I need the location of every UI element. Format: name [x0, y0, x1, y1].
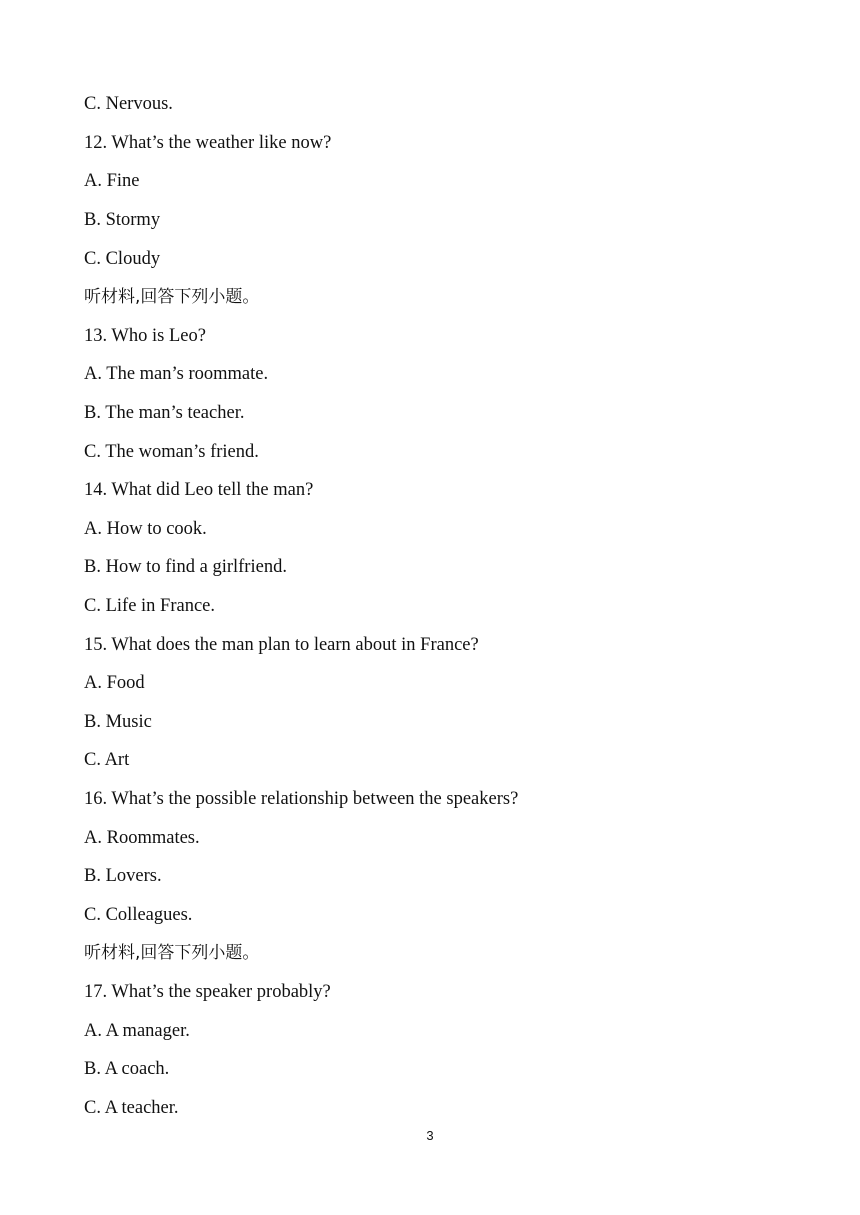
option-17a: A. A manager. [84, 1021, 190, 1041]
question-15: 15. What does the man plan to learn about in France? [84, 635, 479, 655]
question-12: 12. What’s the weather like now? [84, 133, 332, 153]
option-12a: A. Fine [84, 171, 140, 191]
option-11c: C. Nervous. [84, 94, 173, 114]
option-12b: B. Stormy [84, 210, 161, 230]
option-15c: C. Art [84, 750, 130, 770]
option-15a: A. Food [84, 673, 145, 693]
section-instruction: 听材料,回答下列小题。 [84, 287, 260, 307]
option-17b: B. A coach. [84, 1059, 170, 1079]
option-14a: A. How to cook. [84, 519, 207, 539]
question-16: 16. What’s the possible relationship between the speakers? [84, 789, 519, 809]
option-17c: C. A teacher. [84, 1098, 179, 1118]
page-number: 3 [426, 1128, 434, 1143]
option-13b: B. The man’s teacher. [84, 403, 245, 423]
option-14b: B. How to find a girlfriend. [84, 557, 287, 577]
option-16a: A. Roommates. [84, 828, 200, 848]
section-instruction: 听材料,回答下列小题。 [84, 943, 260, 963]
option-15b: B. Music [84, 712, 152, 732]
option-16c: C. Colleagues. [84, 905, 193, 925]
question-17: 17. What’s the speaker probably? [84, 982, 331, 1002]
option-12c: C. Cloudy [84, 249, 161, 269]
option-14c: C. Life in France. [84, 596, 215, 616]
option-16b: B. Lovers. [84, 866, 162, 886]
question-13: 13. Who is Leo? [84, 326, 206, 346]
option-13c: C. The woman’s friend. [84, 442, 259, 462]
option-13a: A. The man’s roommate. [84, 364, 269, 384]
question-14: 14. What did Leo tell the man? [84, 480, 314, 500]
